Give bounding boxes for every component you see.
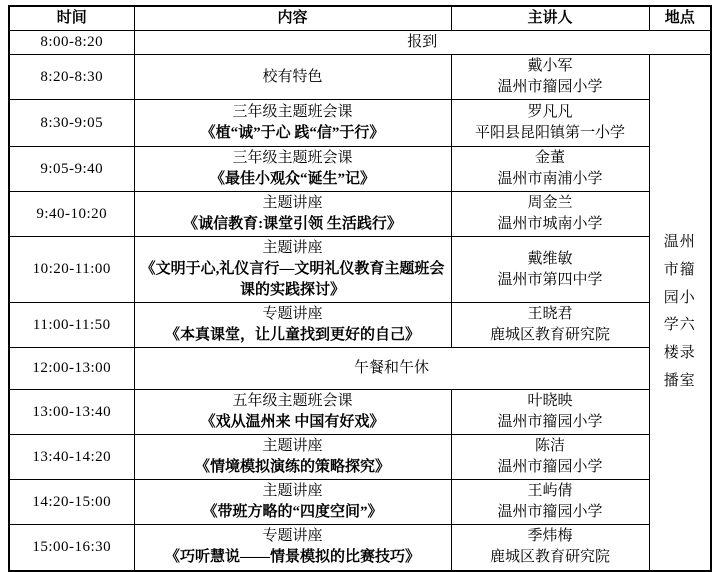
schedule-page bbox=[0, 5, 717, 570]
content-cell bbox=[134, 303, 451, 348]
content-cell bbox=[134, 55, 451, 100]
table-header bbox=[9, 6, 711, 31]
speaker-name: 戴维敏 bbox=[527, 250, 573, 267]
content-cell bbox=[134, 100, 451, 147]
content-cell bbox=[134, 525, 451, 571]
speaker-cell bbox=[451, 237, 649, 303]
table-row bbox=[9, 237, 711, 303]
time-cell: 12:00-13:00 bbox=[9, 348, 134, 390]
content-cell bbox=[134, 192, 451, 237]
content-category: 三年级主题班会课 bbox=[232, 104, 353, 120]
speaker-name: 王屿倩 bbox=[527, 483, 573, 499]
speaker-org: 平阳县昆阳镇第一小学 bbox=[474, 125, 625, 141]
speaker-org: 温州市籀园小学 bbox=[497, 504, 603, 520]
content-category: 主题讲座 bbox=[262, 240, 323, 256]
speaker-org: 温州市南浦小学 bbox=[497, 171, 603, 187]
time-cell: 11:00-11:50 bbox=[9, 303, 134, 348]
table-body bbox=[9, 31, 711, 571]
content-category: 专题讲座 bbox=[262, 528, 323, 545]
time-cell: 10:20-11:00 bbox=[9, 237, 134, 303]
speaker-org: 鹿城区教育研究院 bbox=[489, 549, 610, 566]
time-cell: 9:40-10:20 bbox=[9, 192, 134, 237]
content-title: 《情境模拟演练的策略探究》 bbox=[194, 459, 390, 475]
speaker-name: 金董 bbox=[534, 150, 565, 166]
content-title: 《植“诚”于心 践“信”于行》 bbox=[200, 125, 385, 141]
speaker-org: 温州市籀园小学 bbox=[497, 79, 603, 95]
location-cell: 温州市籀园小学六楼录播室 bbox=[649, 55, 711, 571]
content-category: 主题讲座 bbox=[262, 195, 323, 211]
table-row bbox=[9, 55, 711, 100]
table-row bbox=[9, 480, 711, 525]
content-cell bbox=[134, 480, 451, 525]
speaker-name: 王晓君 bbox=[527, 306, 573, 322]
speaker-name: 陈洁 bbox=[534, 438, 565, 454]
content-title: 《带班方略的“四度空间”》 bbox=[202, 504, 383, 520]
time-cell: 8:00-8:20 bbox=[9, 31, 134, 55]
col-header-content: 内容 bbox=[134, 6, 451, 31]
table-row bbox=[9, 31, 711, 55]
speaker-name: 周金兰 bbox=[527, 195, 573, 211]
col-header-time: 时间 bbox=[9, 6, 134, 31]
time-cell: 8:20-8:30 bbox=[9, 55, 134, 100]
time-cell: 13:40-14:20 bbox=[9, 435, 134, 480]
content-category: 三年级主题班会课 bbox=[232, 150, 353, 166]
content-title: 《戏从温州来 中国有好戏》 bbox=[200, 414, 385, 430]
content-title: 《巧听慧说——情景模拟的比赛技巧》 bbox=[164, 549, 420, 566]
time-cell: 14:20-15:00 bbox=[9, 480, 134, 525]
content-title: 《诚信教育:课堂引领 生活践行》 bbox=[183, 216, 402, 232]
time-cell: 15:00-16:30 bbox=[9, 525, 134, 571]
table-row bbox=[9, 525, 711, 571]
content-category: 主题讲座 bbox=[262, 483, 323, 499]
speaker-org: 温州市籀园小学 bbox=[497, 459, 603, 475]
content-title: 《本真课堂，让儿童找到更好的自己》 bbox=[164, 327, 420, 343]
speaker-name: 季炜梅 bbox=[527, 528, 573, 545]
time-cell: 8:30-9:05 bbox=[9, 100, 134, 147]
content-category: 专题讲座 bbox=[262, 306, 323, 322]
speaker-cell bbox=[451, 147, 649, 192]
time-cell: 13:00-13:40 bbox=[9, 390, 134, 435]
speaker-name: 罗凡凡 bbox=[527, 104, 573, 120]
speaker-org: 温州市第四中学 bbox=[497, 271, 603, 288]
speaker-cell bbox=[451, 480, 649, 525]
content-cell: 午餐和午休 bbox=[134, 348, 649, 390]
speaker-cell bbox=[451, 100, 649, 147]
content-category: 五年级主题班会课 bbox=[232, 393, 353, 409]
speaker-org: 鹿城区教育研究院 bbox=[489, 327, 610, 343]
content-cell: 报到 bbox=[134, 31, 711, 55]
speaker-cell bbox=[451, 192, 649, 237]
content-cell bbox=[134, 147, 451, 192]
speaker-cell bbox=[451, 525, 649, 571]
speaker-org: 温州市城南小学 bbox=[497, 216, 603, 232]
content-category: 主题讲座 bbox=[262, 438, 323, 454]
speaker-name: 戴小军 bbox=[527, 58, 573, 74]
table-row bbox=[9, 147, 711, 192]
content-cell bbox=[134, 390, 451, 435]
speaker-cell bbox=[451, 303, 649, 348]
content-cell bbox=[134, 237, 451, 303]
time-cell: 9:05-9:40 bbox=[9, 147, 134, 192]
col-header-location: 地点 bbox=[649, 6, 711, 31]
schedule-table bbox=[8, 5, 712, 572]
speaker-name: 叶晓映 bbox=[527, 393, 573, 409]
table-row bbox=[9, 435, 711, 480]
col-header-speaker: 主讲人 bbox=[451, 6, 649, 31]
table-row bbox=[9, 100, 711, 147]
speaker-cell bbox=[451, 435, 649, 480]
table-row bbox=[9, 390, 711, 435]
content-title: 《文明于心,礼仪言行—文明礼仪教育主题班会课的实践探讨》 bbox=[140, 261, 445, 298]
header-row bbox=[9, 6, 711, 31]
table-row bbox=[9, 303, 711, 348]
speaker-cell bbox=[451, 390, 649, 435]
content-title: 《最佳小观众“诞生”记》 bbox=[209, 171, 375, 187]
table-row bbox=[9, 192, 711, 237]
speaker-org: 温州市籀园小学 bbox=[497, 414, 603, 430]
table-row bbox=[9, 348, 711, 390]
speaker-cell bbox=[451, 55, 649, 100]
content-category: 校有特色 bbox=[262, 68, 323, 85]
content-cell bbox=[134, 435, 451, 480]
